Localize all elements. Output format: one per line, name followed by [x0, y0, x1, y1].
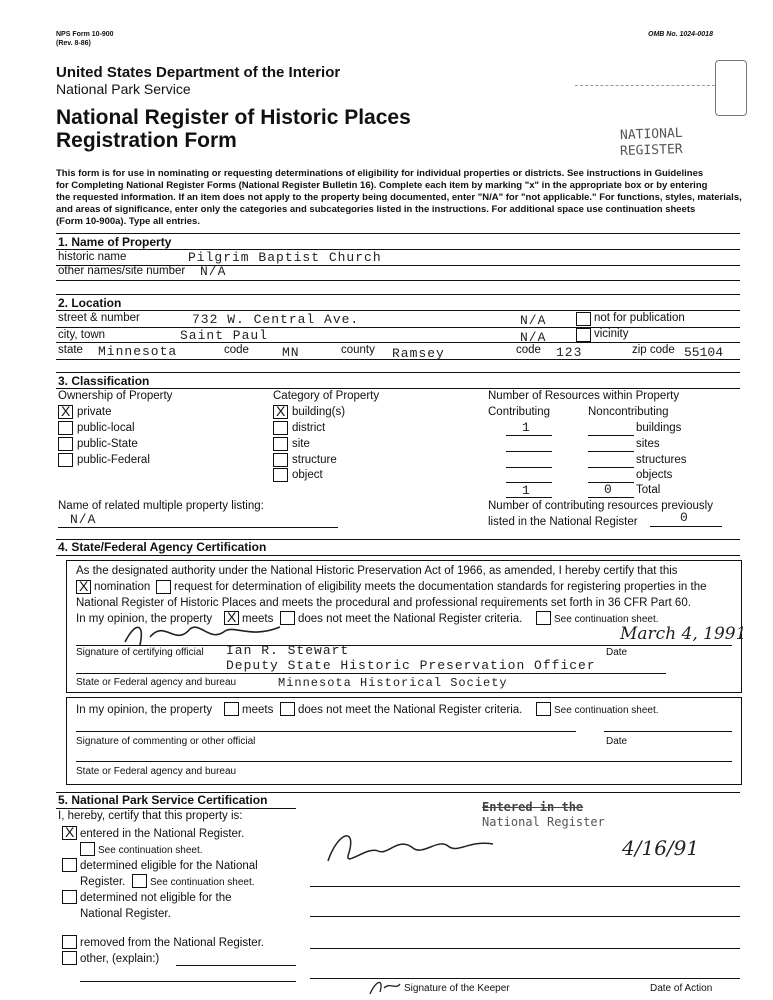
district-checkbox[interactable]	[273, 421, 288, 435]
intro-line: and areas of significance, enter only the categories and subcategories listed in the instructions. For additional space use continuation sheets	[56, 204, 696, 215]
structure-checkbox[interactable]	[273, 453, 288, 467]
public-federal-checkbox[interactable]	[58, 453, 73, 467]
other-names-value[interactable]: N/A	[200, 264, 227, 279]
does-not-meet2-checkbox[interactable]	[280, 702, 295, 716]
opinion2-label: In my opinion, the property	[76, 704, 213, 716]
previously-listed-label-1: Number of contributing resources previously	[488, 500, 713, 512]
structure-label: structure	[292, 454, 337, 466]
keeper-signature-label: Signature of the Keeper	[404, 983, 510, 994]
street-value[interactable]: 732 W. Central Ave.	[192, 312, 360, 327]
resources-label: Number of Resources within Property	[488, 390, 680, 402]
state-label: state	[58, 344, 83, 356]
cert-text-line1: As the designated authority under the National Historic Preservation Act of 1966, as amended, I hereby certify that this	[76, 565, 678, 577]
vicinity-label: vicinity	[594, 328, 629, 340]
action-date-value[interactable]: 4/16/91	[622, 836, 700, 860]
district-label: district	[292, 422, 326, 434]
city-na: N/A	[520, 330, 547, 345]
section-4-heading: 4. State/Federal Agency Certification	[58, 540, 267, 554]
public-local-label: public-local	[77, 422, 135, 434]
does-not-meet-label: does not meet the National Register criteria.	[298, 613, 523, 625]
other-checkbox[interactable]	[62, 951, 77, 965]
not-for-publication-label: not for publication	[594, 312, 685, 324]
historic-name-value[interactable]: Pilgrim Baptist Church	[188, 250, 382, 265]
signer-name: Ian R. Stewart	[226, 643, 350, 658]
meets-checkbox[interactable]: X	[224, 611, 239, 625]
keeper-initials-icon	[366, 976, 402, 998]
determined-eligible-checkbox[interactable]	[62, 858, 77, 872]
agency2-label: State or Federal agency and bureau	[76, 766, 237, 777]
determined-not-eligible-checkbox[interactable]	[62, 890, 77, 904]
cert-text-line2: request for determination of eligibility meets the documentation standards for registering properties in the	[174, 581, 707, 593]
meets-label: meets	[242, 613, 274, 625]
removed-label: removed from the National Register.	[80, 937, 265, 949]
cert-date-value[interactable]: March 4, 1991	[620, 624, 747, 644]
entered-continuation-label: See continuation sheet.	[98, 845, 203, 856]
omb-number: OMB No. 1024-0018	[648, 31, 713, 38]
eligible-continuation-checkbox[interactable]	[132, 874, 147, 888]
meets2-checkbox[interactable]	[224, 702, 239, 716]
multiple-listing-label: Name of related multiple property listing:	[58, 500, 264, 512]
stamp-national: NATIONAL	[619, 125, 683, 144]
request-checkbox[interactable]	[156, 580, 171, 594]
date-label: Date	[606, 647, 628, 658]
street-label: street & number	[58, 312, 140, 324]
entered-label: entered in the National Register.	[80, 828, 245, 840]
signer-title: Deputy State Historic Preservation Officer	[226, 658, 596, 673]
section-1-heading: 1. Name of Property	[58, 235, 172, 249]
multiple-listing-value[interactable]: N/A	[70, 512, 97, 527]
entered-stamp-line2: National Register	[482, 815, 605, 829]
public-state-checkbox[interactable]	[58, 437, 73, 451]
commenting-signature-label: Signature of commenting or other official	[76, 736, 256, 747]
cert-text-line3: National Register of Historic Places and meets the procedural and professional requirements set forth in 36 CFR Part 60.	[76, 597, 691, 609]
objects-row-label: objects	[636, 469, 673, 481]
buildings-category-label: building(s)	[292, 406, 346, 418]
category-label: Category of Property	[273, 390, 380, 402]
noncontributing-label: Noncontributing	[588, 406, 669, 418]
received-stamp	[565, 55, 765, 165]
city-label: city, town	[58, 329, 106, 341]
date2-label: Date	[606, 736, 628, 747]
private-label: private	[77, 406, 112, 418]
historic-name-label: historic name	[58, 251, 127, 263]
determined-eligible-label: determined eligible for the National	[80, 860, 258, 872]
not-for-publication-checkbox[interactable]	[576, 312, 591, 326]
street-na: N/A	[520, 313, 547, 328]
vicinity-checkbox[interactable]	[576, 328, 591, 342]
state-code-label: code	[224, 344, 249, 356]
form-revision: (Rev. 8-86)	[56, 40, 91, 47]
county-value[interactable]: Ramsey	[392, 346, 445, 361]
sites-row-label: sites	[636, 438, 660, 450]
continuation2-label: See continuation sheet.	[554, 705, 659, 716]
buildings-checkbox[interactable]: X	[273, 405, 288, 419]
nomination-label: nomination	[94, 581, 151, 593]
stamp-register: REGISTER	[619, 141, 683, 160]
entered-checkbox[interactable]: X	[62, 826, 77, 840]
intro-line: for Completing National Register Forms (National Register Bulletin 16). Complete each item by marking "x" in the appropriate box or by entering	[56, 180, 708, 191]
state-value[interactable]: Minnesota	[98, 344, 178, 359]
opinion-label: In my opinion, the property	[76, 613, 213, 625]
does-not-meet2-label: does not meet the National Register criteria.	[298, 704, 523, 716]
form-title-line1: National Register of Historic Places	[56, 106, 411, 129]
service-name: National Park Service	[56, 81, 191, 97]
county-label: county	[341, 344, 375, 356]
state-code-value[interactable]: MN	[282, 345, 300, 360]
section-5-heading: 5. National Park Service Certification	[58, 793, 268, 807]
register-label: Register.	[80, 876, 126, 888]
removed-checkbox[interactable]	[62, 935, 77, 949]
entered-continuation-checkbox[interactable]	[80, 842, 95, 856]
previously-listed-value[interactable]: 0	[680, 510, 689, 525]
eligible-continuation-label: See continuation sheet.	[150, 877, 255, 888]
zip-value[interactable]: 55104	[684, 345, 724, 360]
continuation2-checkbox[interactable]	[536, 702, 551, 716]
ownership-label: Ownership of Property	[58, 390, 173, 402]
public-state-label: public-State	[77, 438, 138, 450]
other-label: other, (explain:)	[80, 953, 160, 965]
agency-label: State or Federal agency and bureau	[76, 677, 237, 688]
meets2-label: meets	[242, 704, 274, 716]
intro-line: This form is for use in nominating or requesting determinations of eligibility for individual properties or districts. See instructions in Guidelines	[56, 168, 704, 179]
continuation-checkbox[interactable]	[536, 611, 551, 625]
continuation-label: See continuation sheet.	[554, 614, 659, 625]
signature-label: Signature of certifying official	[76, 647, 204, 658]
form-title-line2: Registration Form	[56, 129, 237, 152]
intro-line: the requested information. If an item does not apply to the property being documented, enter "N/A" for "not applicable." For functions, styles, materials,	[56, 192, 742, 203]
determined-not-eligible-label: determined not eligible for the	[80, 892, 232, 904]
department-name: United States Department of the Interior	[56, 64, 341, 81]
private-checkbox[interactable]: X	[58, 405, 73, 419]
agency-value[interactable]: Minnesota Historical Society	[278, 676, 508, 690]
section-3-heading: 3. Classification	[58, 374, 150, 388]
county-code-value[interactable]: 123	[556, 345, 583, 360]
public-federal-label: public-Federal	[77, 454, 150, 466]
certify-label: I, hereby, certify that this property is:	[58, 810, 243, 822]
previously-listed-label-2: listed in the National Register	[488, 516, 638, 528]
noncontributing-total[interactable]: 0	[604, 482, 613, 497]
county-code-label: code	[516, 344, 541, 356]
contributing-buildings[interactable]: 1	[522, 420, 531, 435]
contributing-label: Contributing	[488, 406, 551, 418]
form-number: NPS Form 10-900	[56, 31, 114, 38]
object-label: object	[292, 469, 323, 481]
keeper-signature-icon	[318, 826, 508, 870]
object-checkbox[interactable]	[273, 468, 288, 482]
contributing-total[interactable]: 1	[522, 483, 531, 498]
site-checkbox[interactable]	[273, 437, 288, 451]
nomination-checkbox[interactable]: X	[76, 580, 91, 594]
intro-line: (Form 10-900a). Type all entries.	[56, 216, 200, 227]
entered-stamp-line1: Entered in the	[482, 800, 584, 814]
zip-label: zip code	[632, 344, 675, 356]
city-value[interactable]: Saint Paul	[180, 328, 269, 343]
site-label: site	[292, 438, 310, 450]
national-register-label: National Register.	[80, 908, 171, 920]
date-of-action-label: Date of Action	[650, 983, 713, 994]
buildings-row-label: buildings	[636, 422, 682, 434]
total-row-label: Total	[636, 484, 661, 496]
other-names-label: other names/site number	[58, 265, 186, 277]
section-2-heading: 2. Location	[58, 296, 122, 310]
structures-row-label: structures	[636, 454, 687, 466]
public-local-checkbox[interactable]	[58, 421, 73, 435]
